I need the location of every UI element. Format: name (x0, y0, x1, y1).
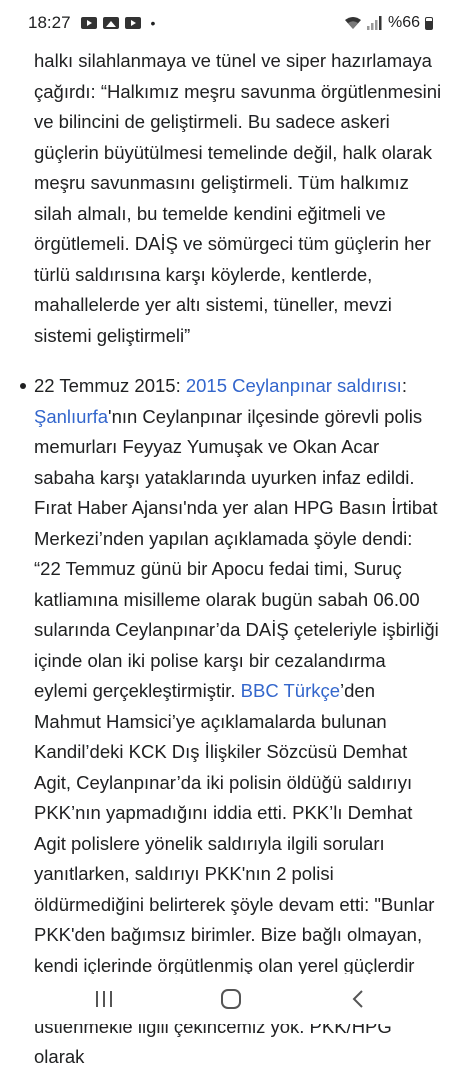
youtube-icon (81, 17, 97, 29)
text-line: sistemi geliştirmeli” (34, 325, 190, 346)
wifi-icon (344, 16, 362, 30)
text-line: silah almalı, bu temelde kendini eğitmeli ve (34, 203, 386, 224)
text-line: mahallelerde yer altı sistemi, tüneller, mevzi (34, 294, 392, 315)
recent-apps-icon (94, 990, 114, 1008)
status-time: 18:27 (28, 13, 71, 33)
gallery-icon (103, 17, 119, 29)
link-sanliurfa[interactable]: Şanlıurfa (34, 406, 108, 427)
event-list (34, 371, 444, 1073)
text-line: örgütlemeli. DAİŞ ve sömürgeci tüm güçlerin her (34, 233, 431, 254)
youtube-icon (125, 17, 141, 29)
bullet-icon (20, 383, 26, 389)
more-notifications-dot: • (151, 15, 156, 31)
quote-paragraph (34, 46, 444, 351)
link-2015-ceylanpinar-attack[interactable]: 2015 Ceylanpınar saldırısı (186, 375, 402, 396)
status-right (344, 14, 433, 32)
colon-text: : (402, 375, 407, 396)
back-button[interactable] (338, 981, 378, 1017)
text-line: çağırdı: “Halkımız meşru savunma örgütlenmesini (34, 81, 441, 102)
status-bar (0, 0, 461, 46)
back-icon (350, 989, 366, 1009)
status-left (28, 13, 155, 33)
text-line: türlü saldırısına karşı köylerde, kentlerde, (34, 264, 372, 285)
event-date: 22 Temmuz 2015: (34, 375, 186, 396)
text-line: güçlerin büyütülmesi temelinde değil, halk olarak (34, 142, 432, 163)
recent-apps-button[interactable] (84, 981, 124, 1017)
home-button[interactable] (211, 981, 251, 1017)
home-icon (220, 988, 242, 1010)
system-navigation-bar (0, 974, 461, 1024)
battery-icon (425, 17, 433, 30)
text-line: ve bilincini de geliştirmeli. Bu sadece askeri (34, 111, 390, 132)
link-bbc-turkce[interactable]: BBC Türkçe (241, 680, 340, 701)
signal-icon (367, 16, 383, 30)
event-text-part1: 'nın Ceylanpınar ilçesinde görevli polis memurları Feyyaz Yumuşak ve Okan Acar sabaha karşı yataklarında uyurken infaz edildi. Fırat Haber Ajansı'nda yer alan HPG Basın İrtibat Merkezi’nden yapılan açıklamada şöyle dendi: “22 Temmuz günü bir Apocu fedai timi, Suruç katliamına misilleme olarak bugün sabah 06.00 sularında Ceylanpınar’da DAİŞ çeteleriyle işbirliği içinde olan iki polise karşı bir cezalandırma eylemi gerçekleştirmiştir. (34, 406, 439, 702)
article-content (34, 46, 444, 1073)
battery-percent: %66 (388, 14, 420, 32)
text-line: halkı silahlanmaya ve tünel ve siper hazırlamaya (34, 50, 432, 71)
event-text-part2: ’den Mahmut Hamsici’ye açıklamalarda bulunan Kandil’deki KCK Dış İlişkiler Sözcüsü Demhat Agit, Ceylanpınar’da iki polisin öldüğü saldırıyı PKK’nın yapmadığını iddia etti. PKK’lı Demhat Agit polislere yönelik saldırıyla ilgili soruları yanıtlarken, saldırıyı PKK'nın 2 polisi öldürmediğini belirterek şöyle devam etti: "Bunlar PKK'den bağımsız birimler. Bize bağlı olmayan, kendi içlerinde örgütlenmiş olan yerel güçlerdir diye açıklandı. Bizim yaptığımız bir şeyi (34, 680, 434, 1067)
list-item (34, 371, 444, 1073)
text-line: meşru savunmasını geliştirmeli. Tüm halkımız (34, 172, 409, 193)
